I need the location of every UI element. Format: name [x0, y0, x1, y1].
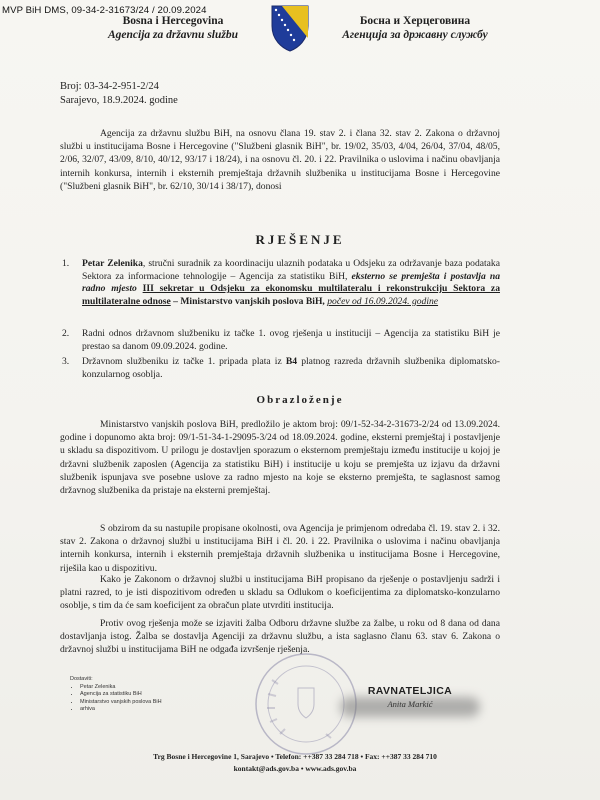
- start-date: počev od 16.09.2024. godine: [327, 295, 439, 307]
- delivery-list: [70, 676, 162, 714]
- header-left-country: Bosna i Hercegovina: [122, 15, 224, 27]
- decision-item-3: [62, 356, 500, 381]
- reasoning-paragraph-2: S obzirom da su nastupile propisane okolnosti, ova Agencija je primjenom odredaba čl. 19. stav 2. i 32. stav 2. Zakona o državnoj službi u institucijama BiH i čl. 20. i 22. Pravilnika o uslovima i načinu obavljanja internih konkursa, internih i eksternih premještaja državnih službenika u institucijama Bosne i Hercegovine, riješila kao u dispozitivu.: [60, 523, 500, 574]
- header-right: [330, 14, 500, 42]
- header-left: [88, 14, 258, 42]
- document-meta: [60, 80, 178, 108]
- signatory-name: Anita Markić: [387, 699, 433, 709]
- document-place-date: Sarajevo, 18.9.2024. godine: [60, 95, 178, 106]
- delivery-label: Dostaviti:: [70, 676, 93, 682]
- decision-item-2: [62, 328, 500, 353]
- delivery-item: • Petar Zelenika: [80, 684, 162, 692]
- employee-name: Petar Zelenika: [82, 258, 143, 269]
- delivery-item: • Ministarstvo vanjskih poslova BiH: [80, 699, 162, 707]
- dms-stamp: MVP BiH DMS, 09-34-2-31673/24 / 20.09.2024: [2, 5, 207, 16]
- reasoning-title: Obrazloženje: [256, 394, 344, 406]
- header-right-agency: Агенција за државну службу: [342, 29, 488, 41]
- item-text: Petar Zelenika, stručni suradnik za koordinaciju ulaznih podataka u Odsjeku za održavanje baza podataka Sektora za informacione tehnologije – Agencija za statistiku BiH, eksterno se premješta i postavlja na radno mjesto III sekretar u Odsjeku za ekonomsku multilateralu i rekonstrukciju Sektora za multilateralne odnose – Ministarstvo vanjskih poslova BiH, počev od 16.09.2024. godine: [82, 258, 500, 307]
- footer-address: Trg Bosne i Hercegovine 1, Sarajevo • Telefon: ++387 33 284 718 • Fax: ++387 33 284 710: [153, 752, 437, 761]
- item-number: 2.: [62, 328, 70, 339]
- delivery-item: • arhiva: [80, 706, 162, 714]
- delivery-item: • Agencija za statistiku BiH: [80, 691, 162, 699]
- reasoning-paragraph-4: Protiv ovog rješenja može se izjaviti žalba Odboru državne službe za žalbe, u roku od 8 dana od dana dostavljanja istog. Žalba se dostavlja Agenciji za državnu službu, a ista saglasno članu 63. stav 6. Zakona o državnoj službi u institucijama BiH ne odgađa izvršenje rješenja.: [60, 618, 500, 656]
- document-number: Broj: 03-34-2-951-2/24: [60, 81, 159, 92]
- footer-contact: kontakt@ads.gov.ba • www.ads.gov.ba: [233, 764, 357, 773]
- decision-item-1: [62, 258, 500, 308]
- decision-title: RJEŠENJE: [255, 232, 345, 247]
- signatory-title: RAVNATELJICA: [367, 685, 453, 697]
- pay-grade: B4: [285, 356, 298, 367]
- item-text: Državnom službeniku iz tačke 1. pripada plata iz B4 platnog razreda državnih službenika diplomatsko-konzularnog osoblja.: [82, 356, 500, 380]
- header-right-country: Босна и Херцеговина: [359, 15, 471, 27]
- item-text: Radni odnos državnom službeniku iz tačke 1. ovog rješenja u instituciji – Agencija za statistiku BiH je prestao sa danom 09.09.2024. godine.: [82, 328, 500, 352]
- item-number: 1.: [62, 258, 70, 269]
- new-position: III sekretar u Odsjeku za ekonomsku multilateralu i rekonstrukciju Sektora za multilateralne odnose: [82, 283, 500, 307]
- item-number: 3.: [62, 356, 70, 367]
- preamble: Agencija za državnu službu BiH, na osnovu člana 19. stav 2. i člana 32. stav 2. Zakona o državnoj službi u institucijama Bosne i Hercegovine ("Službeni glasnik BiH", br. 19/02, 35/03, 4/04, 26/04, 37/04, 48/05, 2/06, 32/07, 43/09, 8/10, 40/12, 93/17 i 18/24), i na osnovu čl. 20. i 22. Pravilnika o uslovima i načinu obavljanja internih konkursa, internih i eksternih premještaja državnih službenika u institucijama Bosne i Hercegovine ("Službeni glasnik BiH", br. 62/10, 30/14 i 38/17), donosi: [60, 128, 500, 192]
- header-left-agency: Agencija za državnu službu: [107, 29, 239, 41]
- reasoning-paragraph-1: Ministarstvo vanjskih poslova BiH, predložilo je aktom broj: 09/1-52-34-2-31673-2/24 od 13.09.2024. godine i dopunomo akta broj: 09/1-51-34-1-29095-3/24 od 18.09.2024. godine, eksterni premještaj i postavljenje u skladu sa dispozitivom. U prilogu je dostavljen sporazum o eksternom premještaju između institucije u kojoj je državni službenik zaposlen (Agencija za statistiku BiH) i institucije u koju se premješta uz izjavu da državni službenik ispunjava sve posebne uslove za radno mjesto na koje se eksterno premješta, te saglasnost samog državnog službenika da pristaje na eksterni premještaj.: [60, 419, 500, 497]
- reasoning-paragraph-3: Kako je Zakonom o državnoj službi u institucijama BiH propisano da rješenje o postavljenju sadrži i platni razred, to je isti dispozitivom određen u skladu sa Odlukom o koeficijentima za diplomatsko-konzularno osoblje, s tim da će sam koeficijent za obračun plate utvrditi institucija.: [60, 574, 500, 612]
- coat-of-arms-icon: [270, 4, 310, 52]
